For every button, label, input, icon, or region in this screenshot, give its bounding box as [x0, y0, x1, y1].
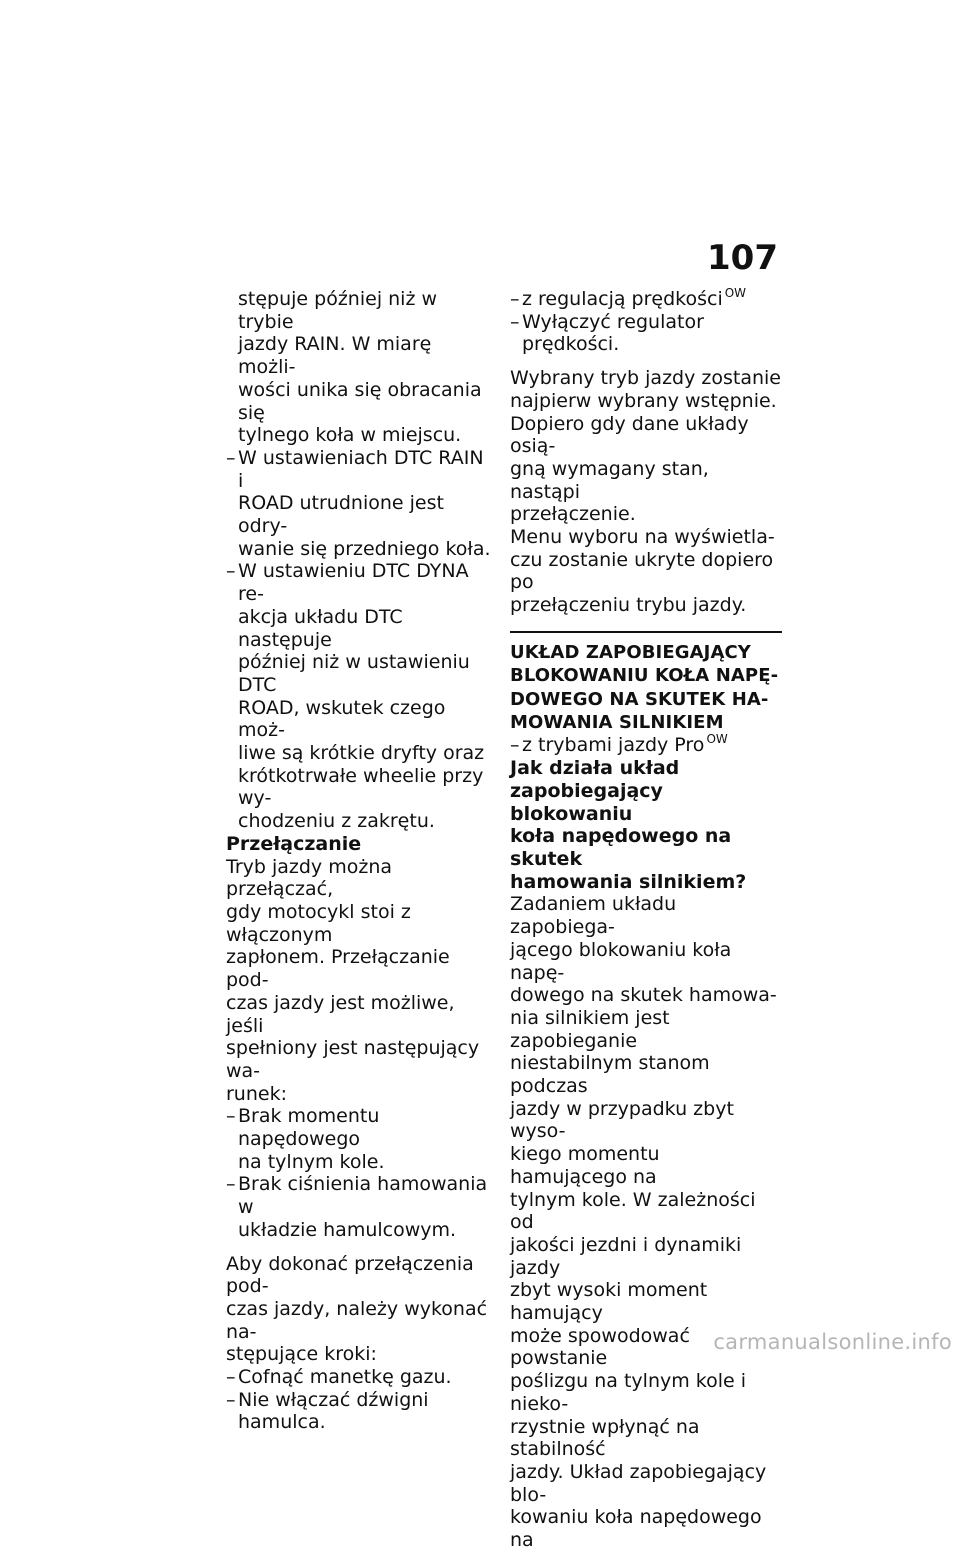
list-item: [226, 1105, 494, 1173]
continuation-paragraph: [226, 288, 494, 447]
body-paragraph: [510, 893, 782, 1551]
dash-glyph: –: [510, 288, 520, 310]
list-item: [226, 560, 494, 832]
dash-glyph: –: [226, 1388, 236, 1411]
text-line: liwe są krótkie dryfty oraz: [238, 742, 485, 765]
text-line: gdy motocykl stoi z włączonym: [226, 900, 411, 946]
text-line: najpierw wybrany wstępnie.: [510, 389, 777, 412]
text-line: dowego na skutek hamowa-: [510, 984, 777, 1007]
text-line: tylnym kole. W zależności od: [510, 1188, 756, 1234]
text-line: jazdy RAIN. W miarę możli-: [238, 333, 432, 379]
section-title-line: BLOKOWANIU KOŁA NAPĘ-: [510, 665, 779, 687]
text-line: stępuje później niż w trybie: [238, 288, 438, 333]
option-marker: OW: [706, 732, 728, 747]
text-line: Wybrany tryb jazdy zostanie: [510, 367, 781, 390]
text-line: wanie się przedniego koła.: [238, 537, 491, 560]
text-line: układzie hamulcowym.: [238, 1218, 457, 1241]
left-column: [226, 288, 494, 1434]
switching-heading: Przełączanie: [226, 832, 362, 855]
option-marker: OW: [724, 286, 747, 300]
text-line: Brak momentu napędowego: [238, 1105, 380, 1151]
text-line: jazdy w przypadku zbyt wyso-: [510, 1097, 734, 1143]
text-line: wości unika się obracania się: [238, 378, 482, 424]
dash-glyph: –: [510, 310, 520, 333]
list-item: [226, 1173, 494, 1241]
text-line: z trybami jazdy Pro: [522, 734, 705, 757]
text-line: czas jazdy jest możliwe, jeśli: [226, 991, 455, 1037]
text-line: W ustawieniach DTC RAIN i: [238, 446, 484, 492]
text-line: zapobiegający blokowaniu: [510, 779, 663, 825]
question-heading: [510, 757, 782, 893]
text-line: ROAD, wskutek czego moż-: [238, 696, 446, 742]
page-number: 107: [707, 238, 778, 278]
text-line: przełączenie.: [510, 503, 636, 526]
steps-paragraph: [226, 1253, 494, 1367]
text-line: krótkotrwałe wheelie przy wy-: [238, 764, 484, 810]
text-line: Nie włączać dźwigni hamulca.: [238, 1388, 429, 1434]
list-item: [510, 311, 782, 356]
text-line: czu zostanie ukryte dopiero po: [510, 548, 774, 594]
text-line: chodzeniu z zakrętu.: [238, 810, 435, 833]
text-line: tylnego koła w miejscu.: [238, 424, 462, 447]
text-line: Cofnąć manetkę gazu.: [238, 1366, 452, 1389]
section-title: [510, 641, 782, 735]
text-line: na tylnym kole.: [238, 1150, 385, 1173]
text-line: niestabilnym stanom podczas: [510, 1052, 710, 1098]
list-item: [510, 734, 782, 757]
list-item: [226, 1389, 494, 1434]
switching-paragraph: [226, 856, 494, 1106]
text-line: Menu wyboru na wyświetla-: [510, 526, 775, 549]
text-line: Wyłączyć regulator prędkości.: [522, 310, 704, 356]
text-line: koła napędowego na skutek: [510, 825, 732, 870]
text-line: zapłonem. Przełączanie pod-: [226, 946, 450, 992]
text-line: czas jazdy, należy wykonać na-: [226, 1297, 488, 1343]
list-item: [510, 288, 782, 311]
section-title-line: MOWANIA SILNIKIEM: [510, 712, 724, 734]
text-line: przełączeniu trybu jazdy.: [510, 594, 747, 617]
section-title-line: DOWEGO NA SKUTEK HA-: [510, 688, 769, 710]
text-line: stępujące kroki:: [226, 1343, 377, 1366]
text-line: poślizgu na tylnym kole i nieko-: [510, 1370, 747, 1415]
text-line: Jak działa układ: [510, 757, 680, 780]
dash-glyph: –: [226, 1173, 236, 1196]
text-line: jakości jezdni i dynamiki jazdy: [510, 1233, 742, 1279]
text-line: runek:: [226, 1082, 287, 1105]
text-line: może spowodować powstanie: [510, 1324, 690, 1370]
text-line: gną wymagany stan, nastąpi: [510, 457, 709, 503]
dash-glyph: –: [510, 734, 520, 757]
text-line: zbyt wysoki moment hamujący: [510, 1279, 708, 1325]
text-line: ROAD utrudnione jest odry-: [238, 492, 444, 538]
text-line: Aby dokonać przełączenia pod-: [226, 1252, 474, 1298]
list-item: [226, 1366, 494, 1389]
text-line: spełniony jest następujący wa-: [226, 1037, 480, 1082]
watermark: carmanualsonline.info: [713, 1330, 952, 1354]
text-line: hamowania silnikiem?: [510, 870, 747, 893]
text-line: Zadaniem układu zapobiega-: [510, 893, 677, 939]
dash-glyph: –: [226, 1366, 236, 1389]
dash-glyph: –: [226, 1105, 236, 1128]
dash-glyph: –: [226, 560, 236, 583]
selection-paragraph: [510, 367, 782, 617]
right-column: [510, 288, 782, 1552]
text-line: jazdy. Układ zapobiegający blo-: [510, 1460, 767, 1506]
text-line: W ustawieniu DTC DYNA re-: [238, 560, 469, 606]
text-line: kiego momentu hamującego na: [510, 1143, 660, 1188]
text-line: z regulacją prędkości: [522, 288, 723, 310]
text-line: kowaniu koła napędowego na: [510, 1506, 762, 1552]
text-line: Dopiero gdy dane układy osią-: [510, 412, 749, 458]
text-line: akcja układu DTC następuje: [238, 605, 403, 651]
text-line: Brak ciśnienia hamowania w: [238, 1173, 488, 1219]
text-line: rzystnie wpłynąć na stabilność: [510, 1415, 700, 1461]
text-line: jącego blokowaniu koła napę-: [510, 938, 732, 984]
text-line: nia silnikiem jest zapobieganie: [510, 1006, 670, 1052]
list-item: [226, 447, 494, 561]
dash-glyph: –: [226, 446, 236, 469]
section-title-line: UKŁAD ZAPOBIEGAJĄCY: [510, 641, 751, 663]
text-line: później niż w ustawieniu DTC: [238, 651, 470, 696]
text-line: Tryb jazdy można przełączać,: [226, 855, 392, 901]
section-divider: [510, 631, 782, 633]
